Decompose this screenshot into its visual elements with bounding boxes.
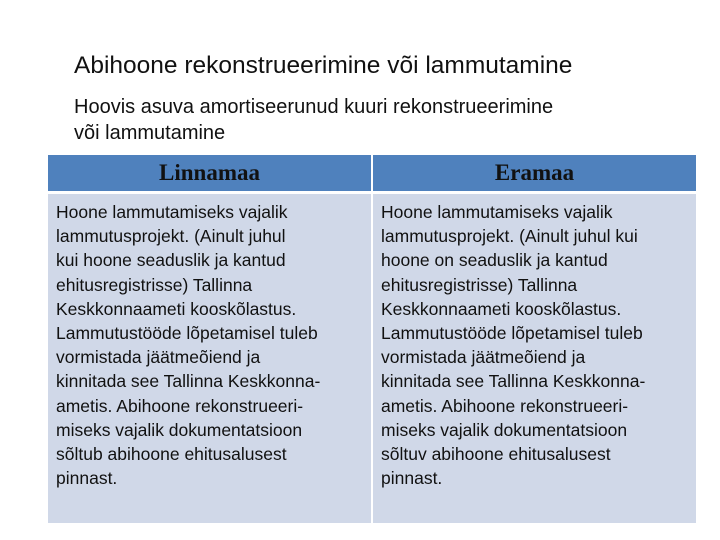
cell-line: kui hoone seaduslik ja kantud [56, 250, 286, 271]
cell-line: pinnast. [56, 468, 118, 489]
cell-line: Hoone lammutamiseks vajalik [381, 202, 613, 222]
cell-line: kinnitada see Tallinna Keskkonna- [56, 371, 321, 392]
cell-line: miseks vajalik dokumentatsioon [56, 419, 303, 440]
table-header-row [48, 155, 696, 193]
subtitle-line: Hoovis asuva amortiseerunud kuuri rekonstrueerimine [74, 96, 554, 118]
cell-line: lammutusprojekt. (Ainult juhul kui [381, 226, 638, 247]
cell-line: sõltuv abihoone ehitusalusest [381, 444, 611, 465]
slide-subtitle [74, 94, 674, 146]
cell-line: Lammutustööde lõpetamisel tuleb [56, 323, 318, 344]
cell-line: ehitusregistrisse) Tallinna [56, 274, 253, 295]
cell-line: ametis. Abihoone rekonstrueeri- [56, 395, 304, 416]
cell-line: pinnast. [381, 468, 443, 489]
cell-line: vormistada jäätmeõiend ja [56, 347, 261, 368]
cell-line: hoone on seaduslik ja kantud [381, 250, 608, 271]
cell-line: Hoone lammutamiseks vajalik [56, 202, 288, 222]
header-eramaa: Eramaa [372, 155, 696, 193]
cell-line: ehitusregistrisse) Tallinna [381, 274, 578, 295]
header-linnamaa: Linnamaa [48, 155, 372, 193]
cell-line: sõltub abihoone ehitusalusest [56, 444, 287, 465]
cell-line: kinnitada see Tallinna Keskkonna- [381, 371, 646, 392]
cell-line: Keskkonnaameti kooskõlastus. [56, 298, 297, 319]
table-row [48, 193, 696, 524]
cell-line: vormistada jäätmeõiend ja [381, 347, 586, 368]
cell-line: miseks vajalik dokumentatsioon [381, 419, 628, 440]
cell-line: Lammutustööde lõpetamisel tuleb [381, 323, 643, 344]
cell-line: Keskkonnaameti kooskõlastus. [381, 298, 622, 319]
cell-linnamaa [48, 193, 372, 524]
cell-line: ametis. Abihoone rekonstrueeri- [381, 395, 629, 416]
slide-title: Abihoone rekonstrueerimine või lammutamine [74, 52, 573, 79]
subtitle-line: või lammutamine [74, 122, 226, 144]
cell-line: lammutusprojekt. (Ainult juhul [56, 226, 286, 247]
comparison-table [48, 155, 696, 523]
cell-eramaa [372, 193, 696, 524]
